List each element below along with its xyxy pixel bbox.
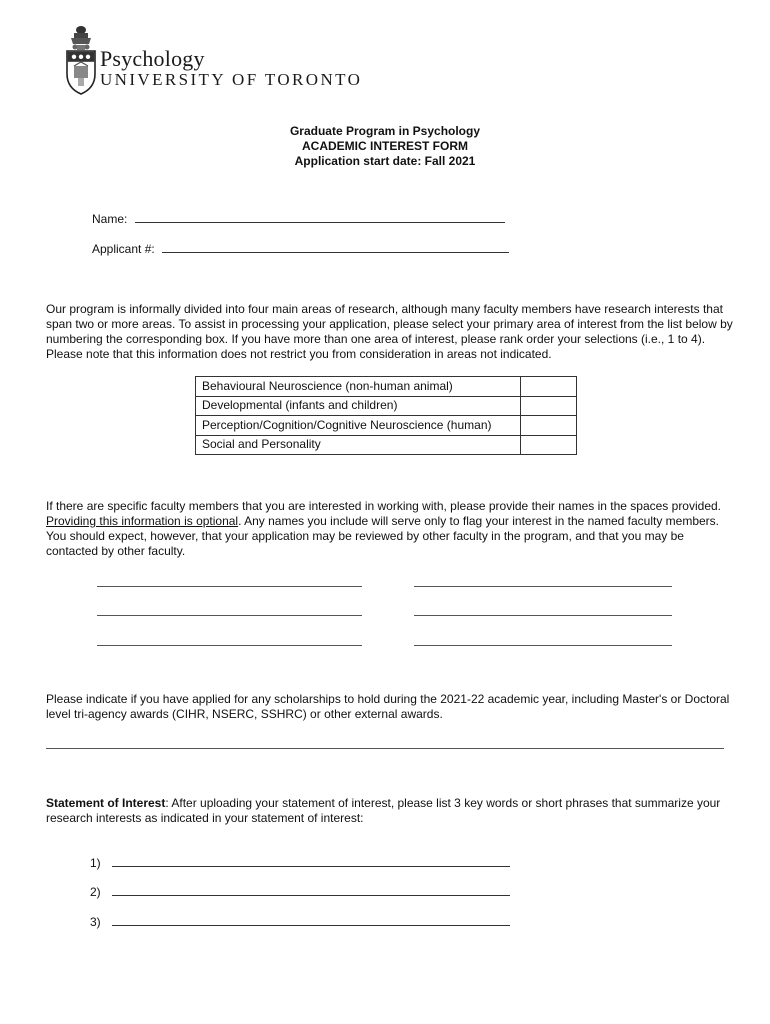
statement-paragraph bbox=[46, 796, 736, 826]
name-field-row bbox=[92, 212, 505, 227]
form-header bbox=[0, 124, 770, 169]
program-title: Graduate Program in Psychology bbox=[289, 124, 481, 138]
university-crest-icon bbox=[64, 24, 98, 96]
research-area-row bbox=[196, 377, 577, 397]
logo-department-name: Psychology bbox=[100, 46, 205, 71]
intro-paragraph: Our program is informally divided into four main areas of research, although many faculty members have research interests that span two or more areas. To assist in processing your application, please select your primary area of interest from the list below by numbering the corresponding box. If you have more than one area of interest, please rank order your selections (i.e., 1 to 4). Please note that this information does not restrict you from consideration in areas not indicated. bbox=[46, 302, 733, 361]
form-title: ACADEMIC INTEREST FORM bbox=[302, 139, 468, 153]
scholarship-paragraph: Please indicate if you have applied for any scholarships to hold during the 2021-22 academic year, including Master's or Doctoral level tri-agency awards (CIHR, NSERC, SSHRC) or other external awards. bbox=[46, 692, 730, 721]
university-logo bbox=[64, 24, 394, 96]
faculty-name-line[interactable] bbox=[97, 615, 362, 616]
research-area-row bbox=[196, 416, 577, 436]
application-start-date: Application start date: Fall 2021 bbox=[294, 154, 476, 168]
keyword-row bbox=[90, 856, 510, 871]
logo-university-name: UNIVERSITY OF TORONTO bbox=[100, 70, 363, 89]
keyword-row bbox=[90, 885, 510, 900]
keyword-row bbox=[90, 915, 510, 930]
research-areas-table bbox=[195, 376, 577, 455]
name-input-line[interactable] bbox=[135, 212, 505, 223]
research-area-row bbox=[196, 435, 577, 455]
research-area-name: Behavioural Neuroscience (non-human animal) bbox=[196, 377, 521, 397]
name-label: Name: bbox=[92, 212, 128, 226]
faculty-text-after: . Any names you include will serve only to flag your interest in the named faculty members. You should expect, however, that your application may be reviewed by other faculty in the program, and that you may be contacted by other faculty. bbox=[46, 514, 720, 558]
research-area-rank-box[interactable] bbox=[521, 377, 577, 397]
faculty-optional-note: Providing this information is optional bbox=[46, 514, 239, 528]
keyword-number: 3) bbox=[90, 915, 101, 929]
keyword-input-line[interactable] bbox=[112, 885, 510, 896]
research-area-rank-box[interactable] bbox=[521, 416, 577, 436]
faculty-name-line[interactable] bbox=[414, 586, 672, 587]
research-area-name: Social and Personality bbox=[196, 435, 521, 455]
research-area-rank-box[interactable] bbox=[521, 435, 577, 455]
research-area-row bbox=[196, 396, 577, 416]
faculty-paragraph bbox=[46, 499, 736, 559]
keyword-input-line[interactable] bbox=[112, 856, 510, 867]
scholarship-input-line[interactable] bbox=[46, 748, 724, 749]
keyword-input-line[interactable] bbox=[112, 915, 510, 926]
keyword-number: 2) bbox=[90, 885, 101, 899]
faculty-name-line[interactable] bbox=[414, 645, 672, 646]
research-area-rank-box[interactable] bbox=[521, 396, 577, 416]
faculty-name-line[interactable] bbox=[414, 615, 672, 616]
applicant-field-row bbox=[92, 242, 509, 257]
statement-label: Statement of Interest bbox=[46, 796, 166, 810]
research-area-name: Perception/Cognition/Cognitive Neuroscience (human) bbox=[196, 416, 521, 436]
faculty-name-line[interactable] bbox=[97, 645, 362, 646]
statement-text: : After uploading your statement of interest, please list 3 key words or short phrases that summarize your research interests as indicated in your statement of interest: bbox=[46, 796, 721, 825]
research-area-name: Developmental (infants and children) bbox=[196, 396, 521, 416]
faculty-name-line[interactable] bbox=[97, 586, 362, 587]
faculty-text-before: If there are specific faculty members that you are interested in working with, please provide their names in the spaces provided. bbox=[46, 499, 722, 513]
keyword-number: 1) bbox=[90, 856, 101, 870]
applicant-number-input-line[interactable] bbox=[162, 242, 509, 253]
applicant-number-label: Applicant #: bbox=[92, 242, 155, 256]
